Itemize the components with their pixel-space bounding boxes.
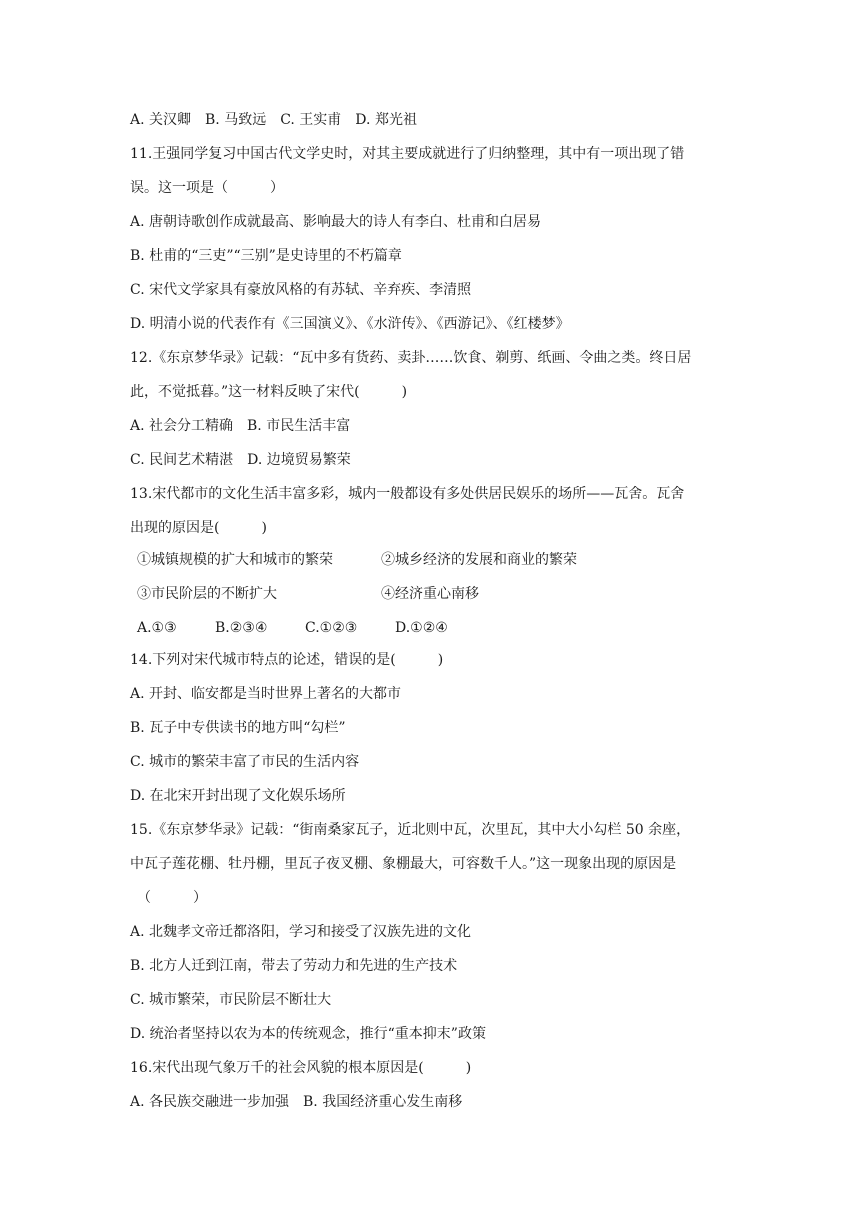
q13-option-b: B.②③④	[215, 620, 268, 636]
q15-option-d: D. 统治者坚持以农为本的传统观念，推行“重本抑末”政策	[130, 1026, 486, 1042]
q13-item-1: ①城镇规模的扩大和城市的繁荣	[137, 552, 333, 568]
q15-option-c: C. 城市繁荣，市民阶层不断壮大	[130, 992, 332, 1008]
q13-items-row-2	[137, 584, 777, 604]
q13-stem-line-2: 出现的原因是( )	[130, 520, 267, 536]
q11-option-a: A. 唐朝诗歌创作成就最高、影响最大的诗人有李白、杜甫和白居易	[130, 214, 542, 230]
q13-items-row-1	[137, 550, 777, 570]
q13-item-3: ③市民阶层的不断扩大	[137, 586, 277, 602]
q16-stem: 16.宋代出现气象万千的社会风貌的根本原因是( )	[130, 1060, 472, 1076]
q13-option-d: D.①②④	[395, 620, 448, 636]
q11-stem-line-1: 11.王强同学复习中国古代文学史时，对其主要成就进行了归纳整理，其中有一项出现了错	[130, 146, 685, 162]
q11-option-d: D. 明清小说的代表作有《三国演义》、《水浒传》、《西游记》、《红楼梦》	[130, 316, 570, 332]
q12-options-line-1: A. 社会分工精确 B. 市民生活丰富	[130, 418, 351, 434]
q13-item-4: ④经济重心南移	[381, 586, 479, 602]
q16-options: A. 各民族交融进一步加强 B. 我国经济重心发生南移	[130, 1094, 463, 1110]
q12-options-line-2: C. 民间艺术精湛 D. 边境贸易繁荣	[130, 452, 351, 468]
q13-stem-line-1: 13.宋代都市的文化生活丰富多彩，城内一般都设有多处供居民娱乐的场所——瓦舍。瓦舍	[130, 486, 685, 502]
q14-stem: 14.下列对宋代城市特点的论述，错误的是( )	[130, 652, 444, 668]
q14-option-b: B. 瓦子中专供读书的地方叫“勾栏”	[130, 720, 346, 736]
q13-options	[137, 618, 777, 638]
q14-option-d: D. 在北宋开封出现了文化娱乐场所	[130, 788, 346, 804]
q11-option-b: B. 杜甫的“三吏”“三别”是史诗里的不朽篇章	[130, 248, 402, 264]
q15-stem-line-2: 中瓦子莲花棚、牡丹棚，里瓦子夜叉棚、象棚最大，可容数千人。”这一现象出现的原因是	[130, 856, 677, 872]
q12-stem-line-2: 此，不觉抵暮。”这一材料反映了宋代( )	[130, 384, 408, 400]
q15-option-b: B. 北方人迁到江南，带去了劳动力和先进的生产技术	[130, 958, 458, 974]
q12-stem-line-1: 12.《东京梦华录》记载：“瓦中多有货药、卖卦……饮食、剃剪、纸画、令曲之类。终日居	[130, 350, 692, 366]
q11-stem-line-2: 误。这一项是（ ）	[130, 180, 284, 196]
q10-options: A. 关汉卿 B. 马致远 C. 王实甫 D. 郑光祖	[130, 112, 417, 128]
q13-item-2: ②城乡经济的发展和商业的繁荣	[381, 552, 577, 568]
q14-option-a: A. 开封、临安都是当时世界上著名的大都市	[130, 686, 402, 702]
q15-option-a: A. 北魏孝文帝迁都洛阳，学习和接受了汉族先进的文化	[130, 924, 472, 940]
q14-option-c: C. 城市的繁荣丰富了市民的生活内容	[130, 754, 360, 770]
q13-option-c: C.①②③	[305, 620, 358, 636]
q13-option-a: A.①③	[137, 620, 177, 636]
q15-stem-line-3: （ ）	[137, 890, 207, 906]
q11-option-c: C. 宋代文学家具有豪放风格的有苏轼、辛弃疾、李清照	[130, 282, 472, 298]
q15-stem-line-1: 15.《东京梦华录》记载：“街南桑家瓦子，近北则中瓦，次里瓦，其中大小勾栏 50 余座，	[130, 822, 691, 838]
